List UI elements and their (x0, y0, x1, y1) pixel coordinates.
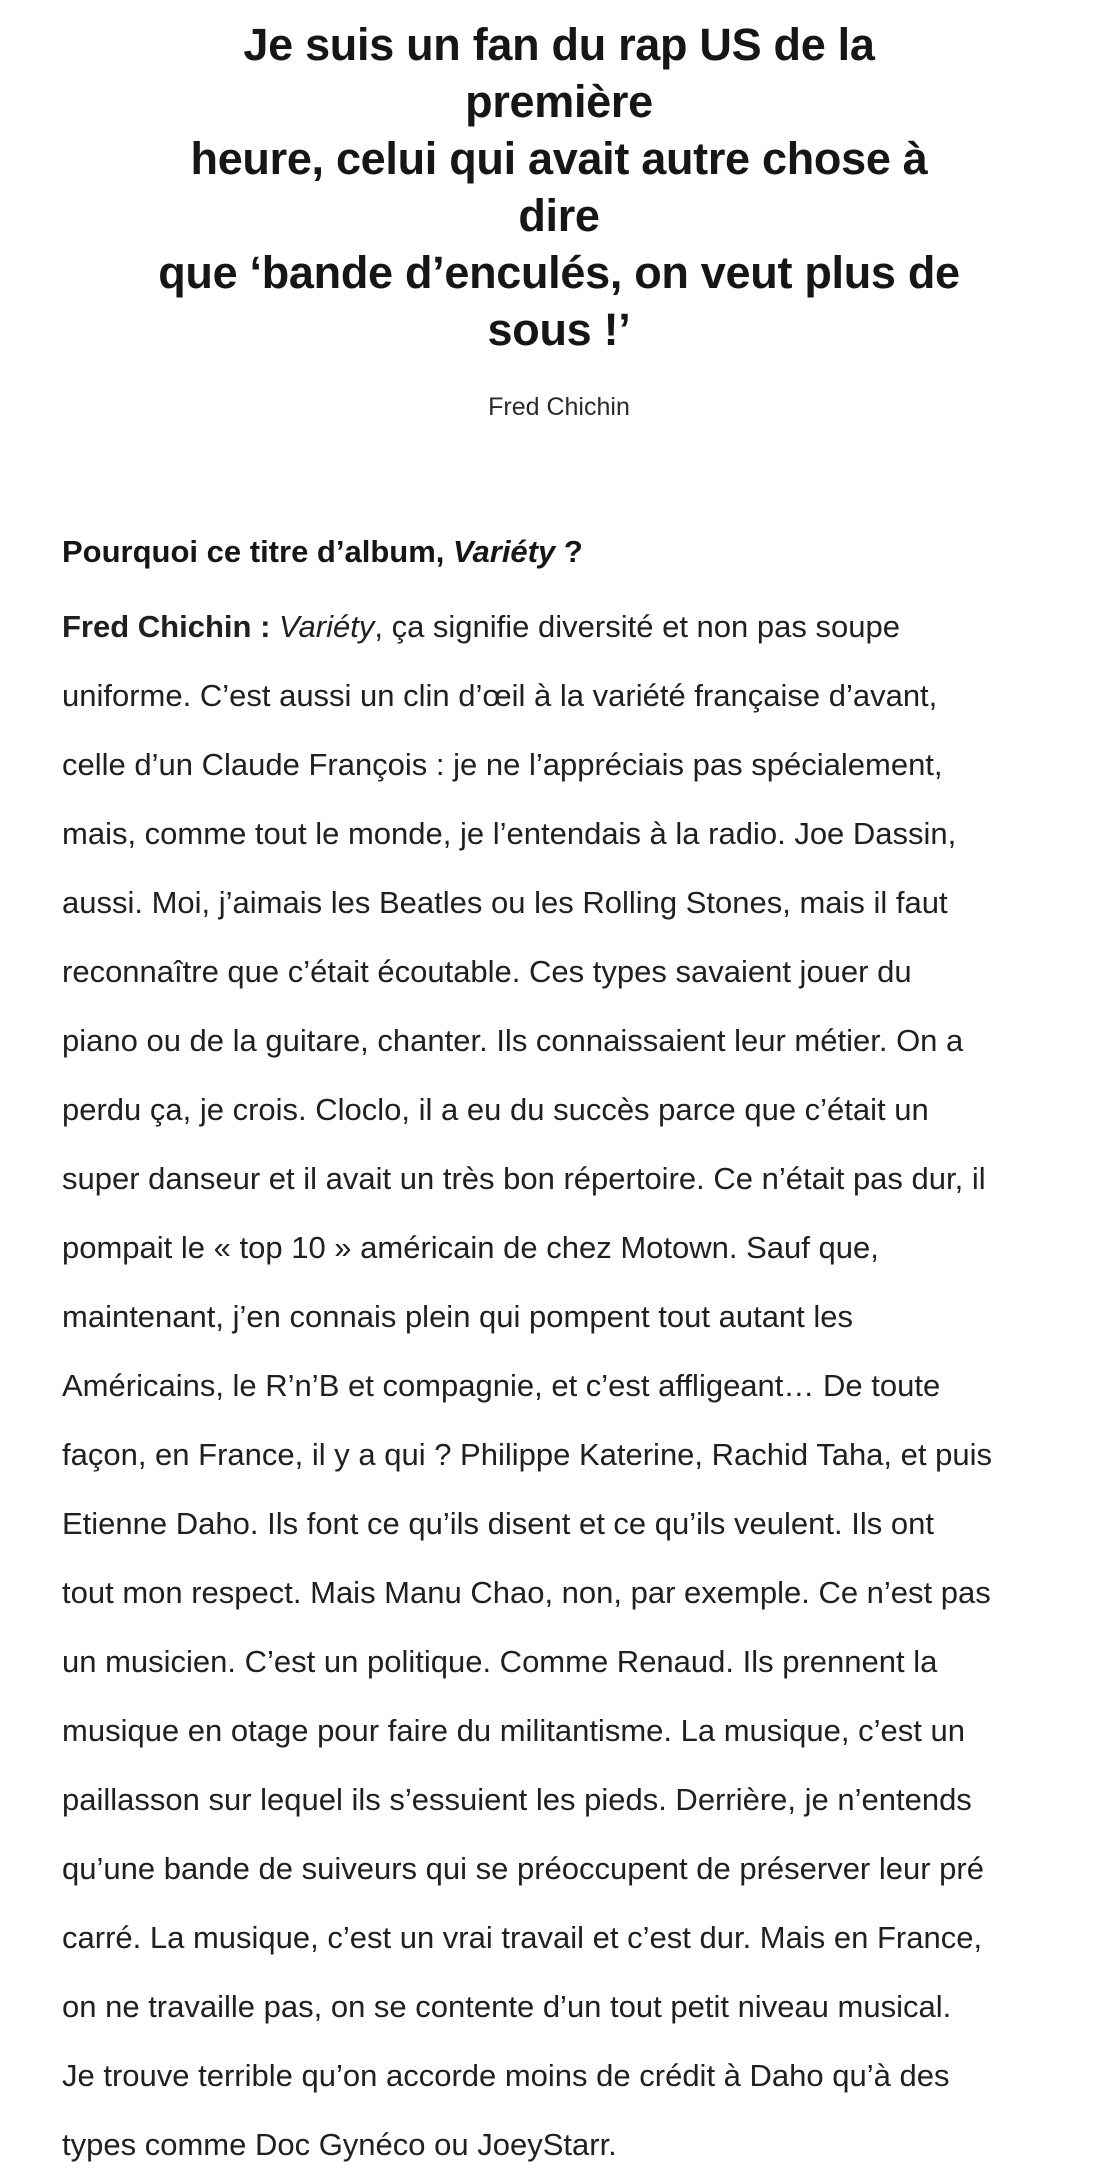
pull-quote (149, 16, 969, 358)
answer-line: on ne travaille pas, on se contente d’un tout petit niveau musical. (62, 1989, 952, 2024)
answer-line: tout mon respect. Mais Manu Chao, non, par exemple. Ce n’est pas (62, 1575, 991, 1610)
answer-line: un musicien. C’est un politique. Comme Renaud. Ils prennent la (62, 1644, 938, 1679)
answer-line: Je trouve terrible qu’on accorde moins de crédit à Daho qu’à des (62, 2058, 950, 2093)
interview-section (62, 530, 1056, 2179)
answer-line: Etienne Daho. Ils font ce qu’ils disent et ce qu’ils veulent. Ils ont (62, 1506, 934, 1541)
answer-body (62, 661, 1056, 2179)
interview-question (62, 530, 1056, 574)
pull-quote-line: Je suis un fan du rap US de la première (243, 19, 875, 127)
pull-quote-line: heure, celui qui avait autre chose à dire (190, 133, 928, 241)
answer-line: paillasson sur lequel ils s’essuient les pieds. Derrière, je n’entends (62, 1782, 972, 1817)
speaker-name: Fred Chichin : (62, 609, 279, 644)
quote-author: Fred Chichin (488, 393, 630, 421)
answer-line: façon, en France, il y a qui ? Philippe Katerine, Rachid Taha, et puis (62, 1437, 992, 1472)
answer-line: uniforme. C’est aussi un clin d’œil à la variété française d’avant, (62, 678, 938, 713)
answer-line (62, 592, 1056, 661)
pull-quote-line: que ‘bande d’enculés, on veut plus de (158, 247, 960, 298)
answer-line: musique en otage pour faire du militantisme. La musique, c’est un (62, 1713, 965, 1748)
question-text: Pourquoi ce titre d’album, (62, 534, 453, 569)
interview-answer (62, 592, 1056, 2179)
answer-line: super danseur et il avait un très bon répertoire. Ce n’était pas dur, il (62, 1161, 986, 1196)
answer-line: mais, comme tout le monde, je l’entendais à la radio. Joe Dassin, (62, 816, 957, 851)
answer-line: pompait le « top 10 » américain de chez Motown. Sauf que, (62, 1230, 879, 1265)
answer-line: carré. La musique, c’est un vrai travail et c’est dur. Mais en France, (62, 1920, 983, 1955)
answer-line: reconnaître que c’était écoutable. Ces types savaient jouer du (62, 954, 912, 989)
answer-line: aussi. Moi, j’aimais les Beatles ou les Rolling Stones, mais il faut (62, 885, 948, 920)
question-mark: ? (555, 534, 583, 569)
answer-line: maintenant, j’en connais plein qui pompent tout autant les (62, 1299, 854, 1334)
answer-text: , ça signifie diversité et non pas soupe (374, 609, 900, 644)
answer-line: piano ou de la guitare, chanter. Ils connaissaient leur métier. On a (62, 1023, 964, 1058)
album-title: Variéty (279, 609, 375, 644)
answer-line: perdu ça, je crois. Cloclo, il a eu du succès parce que c’était un (62, 1092, 929, 1127)
answer-line: qu’une bande de suiveurs qui se préoccupent de préserver leur pré (62, 1851, 984, 1886)
answer-line: Américains, le R’n’B et compagnie, et c’est affligeant… De toute (62, 1368, 941, 1403)
album-title: Variéty (452, 534, 556, 569)
pull-quote-line: sous !’ (487, 304, 631, 355)
answer-line: types comme Doc Gynéco ou JoeyStarr. (62, 2127, 617, 2162)
answer-line: celle d’un Claude François : je ne l’appréciais pas spécialement, (62, 747, 943, 782)
